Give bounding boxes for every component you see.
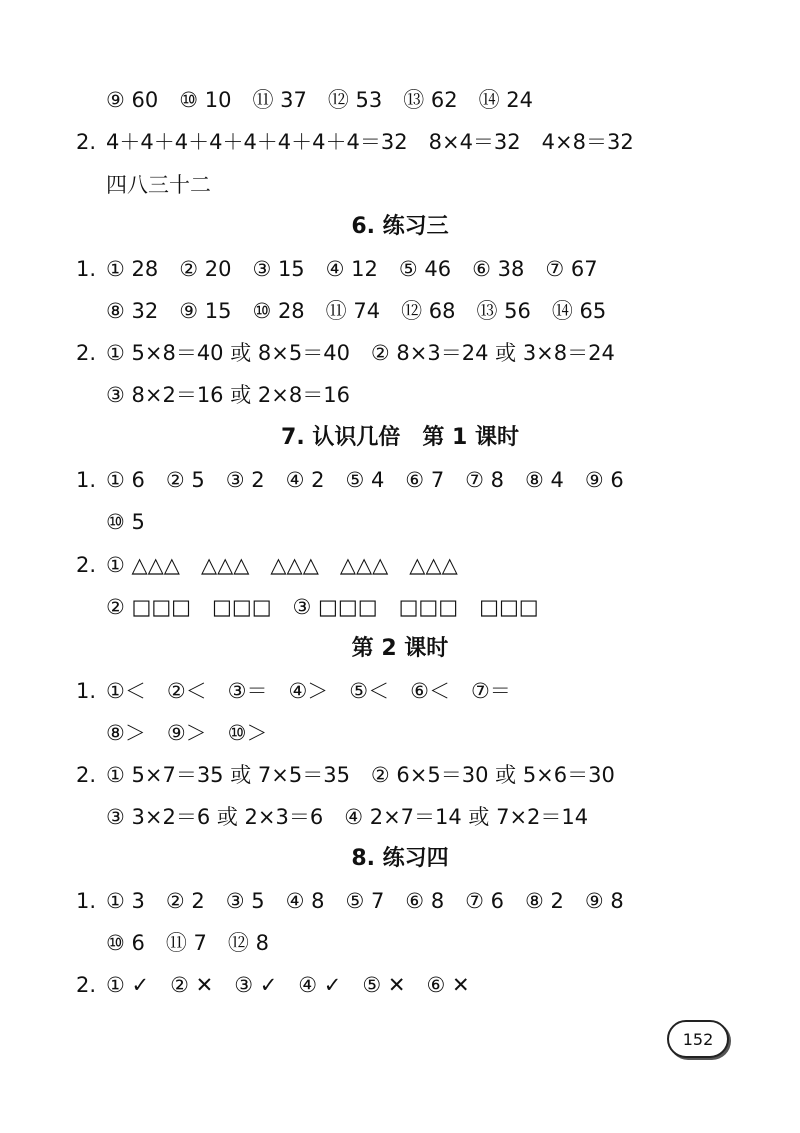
question-number: 2. [76, 130, 97, 154]
answer-text: ① 5×7＝35 或 7×5＝35 ② 6×5＝30 或 5×6＝30 [106, 763, 615, 787]
section-heading: 6. 练习三 [351, 214, 449, 239]
question-number: 2. [76, 763, 97, 787]
question-number: 2. [76, 341, 97, 365]
answer-line [0, 713, 800, 753]
answer-text: 4＋4＋4＋4＋4＋4＋4＋4＝32 8×4＝32 4×8＝32 [106, 130, 634, 154]
answer-line [0, 671, 800, 711]
answer-text: ③ 8×2＝16 或 2×8＝16 [106, 383, 350, 407]
answer-text: ⑩ 6 ⑪ 7 ⑫ 8 [106, 931, 269, 955]
answer-text: ① ✓ ② ✕ ③ ✓ ④ ✓ ⑤ ✕ ⑥ ✕ [106, 973, 470, 997]
question-number: 2. [76, 973, 97, 997]
answer-line [0, 122, 800, 162]
answer-text: ⑧ 32 ⑨ 15 ⑩ 28 ⑪ 74 ⑫ 68 ⑬ 56 ⑭ 65 [106, 299, 607, 323]
page-number: 152 [682, 1029, 714, 1049]
answer-text: ① △△△ △△△ △△△ △△△ △△△ [106, 553, 458, 577]
answer-line [0, 587, 800, 627]
answer-line [0, 375, 800, 415]
answer-line [0, 460, 800, 500]
answer-line [0, 545, 800, 585]
answer-line [0, 755, 800, 795]
question-number: 1. [76, 468, 97, 492]
question-number: 1. [76, 257, 97, 281]
answer-line [0, 333, 800, 373]
page-number-badge [667, 1020, 729, 1058]
answer-text: ⑨ 60 ⑩ 10 ⑪ 37 ⑫ 53 ⑬ 62 ⑭ 24 [106, 88, 534, 112]
answer-text: ①＜ ②＜ ③＝ ④＞ ⑤＜ ⑥＜ ⑦＝ [106, 679, 511, 703]
answer-text: ① 3 ② 2 ③ 5 ④ 8 ⑤ 7 ⑥ 8 ⑦ 6 ⑧ 2 ⑨ 8 [106, 889, 624, 913]
answer-line [0, 291, 800, 331]
answer-text: ⑧＞ ⑨＞ ⑩＞ [106, 721, 268, 745]
section-heading: 8. 练习四 [351, 846, 449, 871]
answer-line [0, 165, 800, 205]
answer-text: ② □□□ □□□ ③ □□□ □□□ □□□ [106, 595, 539, 619]
answer-line [0, 881, 800, 921]
question-number: 1. [76, 679, 97, 703]
question-number: 2. [76, 553, 97, 577]
answer-text: ① 28 ② 20 ③ 15 ④ 12 ⑤ 46 ⑥ 38 ⑦ 67 [106, 257, 598, 281]
answer-line [0, 80, 800, 120]
answer-text: ① 5×8＝40 或 8×5＝40 ② 8×3＝24 或 3×8＝24 [106, 341, 615, 365]
answer-line [0, 965, 800, 1005]
question-number: 1. [76, 889, 97, 913]
section-heading: 7. 认识几倍 第 1 课时 [281, 425, 519, 450]
answer-text: ⑩ 5 [106, 510, 145, 534]
answer-text: 四八三十二 [106, 173, 211, 197]
answer-text: ③ 3×2＝6 或 2×3＝6 ④ 2×7＝14 或 7×2＝14 [106, 805, 589, 829]
answer-line [0, 502, 800, 542]
answer-line [0, 249, 800, 289]
answer-line [0, 797, 800, 837]
section-heading: 第 2 课时 [351, 636, 449, 661]
answer-line [0, 923, 800, 963]
answer-text: ① 6 ② 5 ③ 2 ④ 2 ⑤ 4 ⑥ 7 ⑦ 8 ⑧ 4 ⑨ 6 [106, 468, 624, 492]
